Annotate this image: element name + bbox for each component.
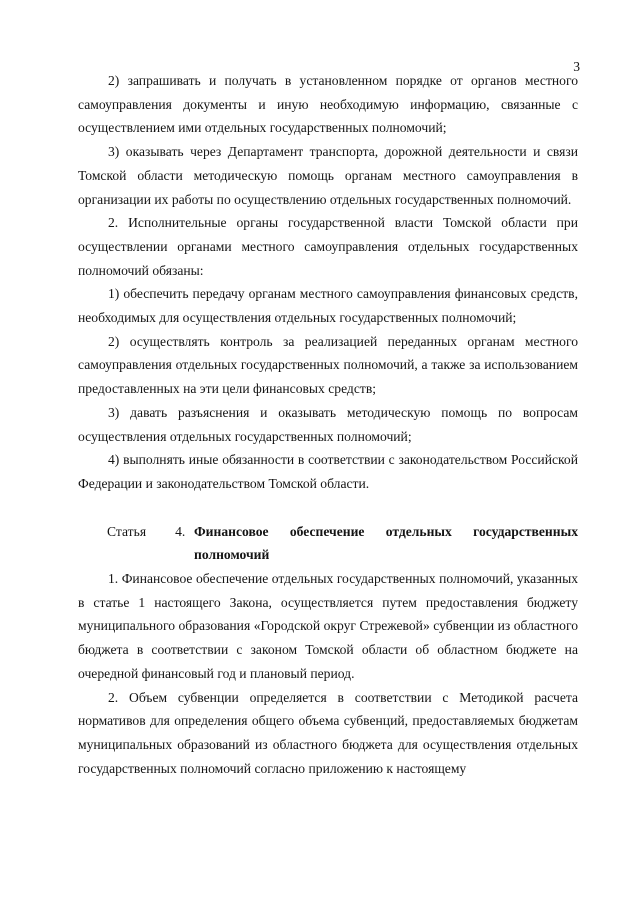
article-label-number: 4. bbox=[175, 523, 186, 539]
paragraph: 4) выполнять иные обязанности в соответствии с законодательством Российской Федерации и законодательством Томской области. bbox=[78, 452, 578, 491]
paragraph: 2. Исполнительные органы государственной власти Томской области при осуществлении органами местного самоуправления отдельных государственных полномочий обязаны: bbox=[78, 215, 578, 278]
paragraph: 2) запрашивать и получать в установленном порядке от органов местного самоуправления документы и иную необходимую информацию, связанные с осуществлением ими отдельных государственных полномочий; bbox=[78, 73, 578, 136]
paragraph: 2. Объем субвенции определяется в соответствии с Методикой расчета нормативов для определения общего объема субвенций, предоставляемых бюджетам муниципальных образований из областного бюджета для осуществления отдельных государственных полномочий согласно приложению к настоящему bbox=[78, 689, 578, 776]
article-label-word: Статья bbox=[107, 523, 147, 539]
article-label bbox=[78, 520, 194, 567]
paragraph: 1) обеспечить передачу органам местного самоуправления финансовых средств, необходимых для осуществления отдельных государственных полномочий; bbox=[78, 286, 578, 326]
article-title: Финансовое обеспечение отдельных государственных полномочий bbox=[194, 523, 578, 563]
paragraph: 2) осуществлять контроль за реализацией переданных органам местного самоуправления отдельных государственных полномочий, а также за использованием предоставленных на эти цели финансовых средств; bbox=[78, 333, 578, 397]
paragraph: 3) давать разъяснения и оказывать методическую помощь по вопросам осуществления отдельных государственных полномочий; bbox=[78, 404, 578, 444]
section-gap bbox=[78, 496, 578, 520]
article-heading bbox=[78, 520, 578, 567]
paragraph: 3) оказывать через Департамент транспорта, дорожной деятельности и связи Томской области методическую помощь органам местного самоуправления в организации их работы по осуществлению отдельных государственных полномочий. bbox=[78, 144, 578, 207]
page-number: 3 bbox=[573, 59, 580, 74]
paragraph: 1. Финансовое обеспечение отдельных государственных полномочий, указанных в статье 1 настоящего Закона, осуществляется путем предоставления бюджету муниципального образования «Городской округ Стрежевой» субвенции из областного бюджета в соответствии с законом Томской области об областном бюджете на очередной финансовый год и плановый период. bbox=[78, 571, 578, 681]
document-body bbox=[78, 69, 578, 780]
